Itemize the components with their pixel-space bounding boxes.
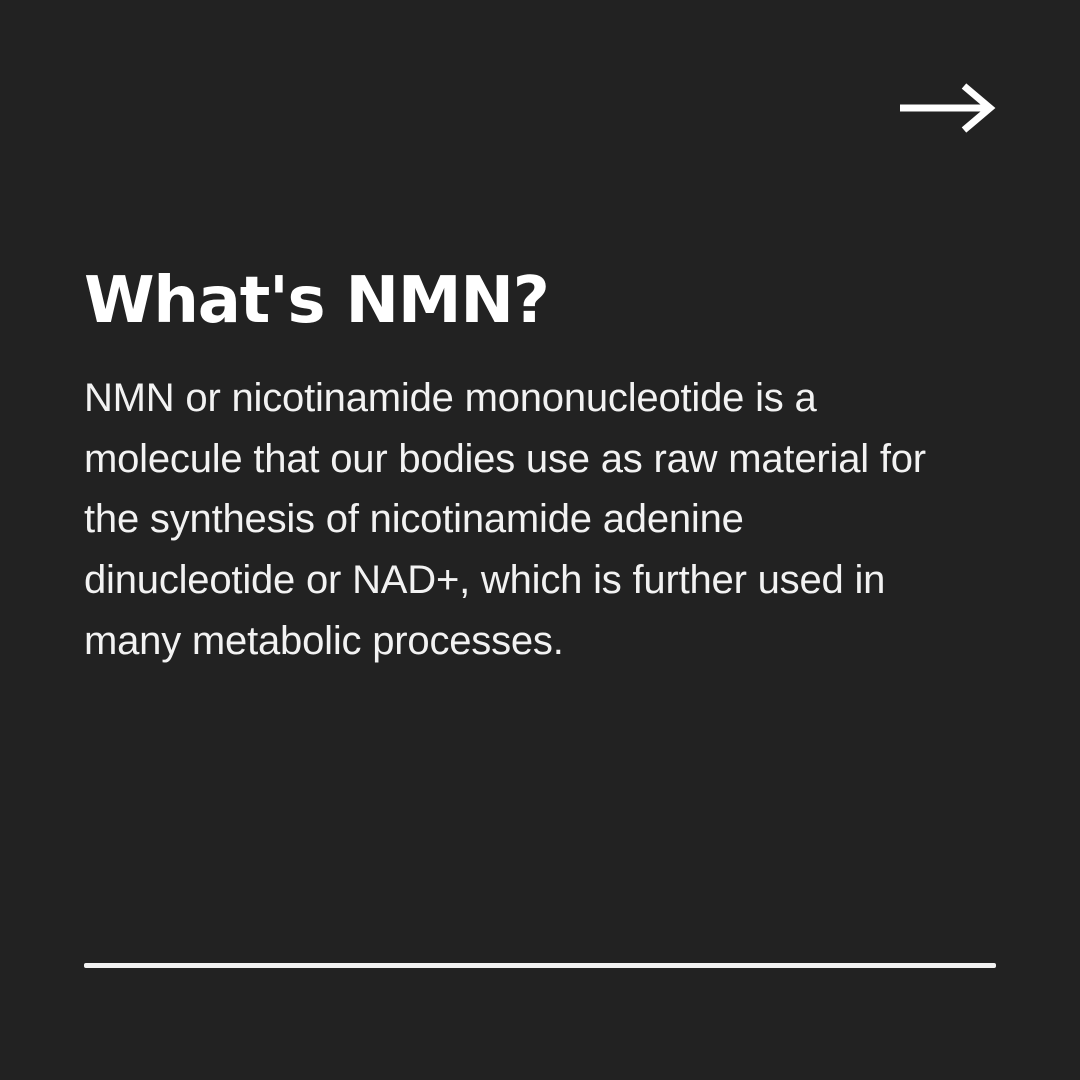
body-paragraph: NMN or nicotinamide mononucleotide is a molecule that our bodies use as raw material for the synthesis of nicotinamide adenine dinucleotide or NAD+, which is further used in many metabolic processes. [84,375,926,664]
next-slide-button[interactable] [898,72,998,144]
page-title: What's NMN? [84,264,549,338]
bottom-divider [84,963,996,968]
arrow-right-icon [898,80,998,136]
slide-content [84,264,964,672]
